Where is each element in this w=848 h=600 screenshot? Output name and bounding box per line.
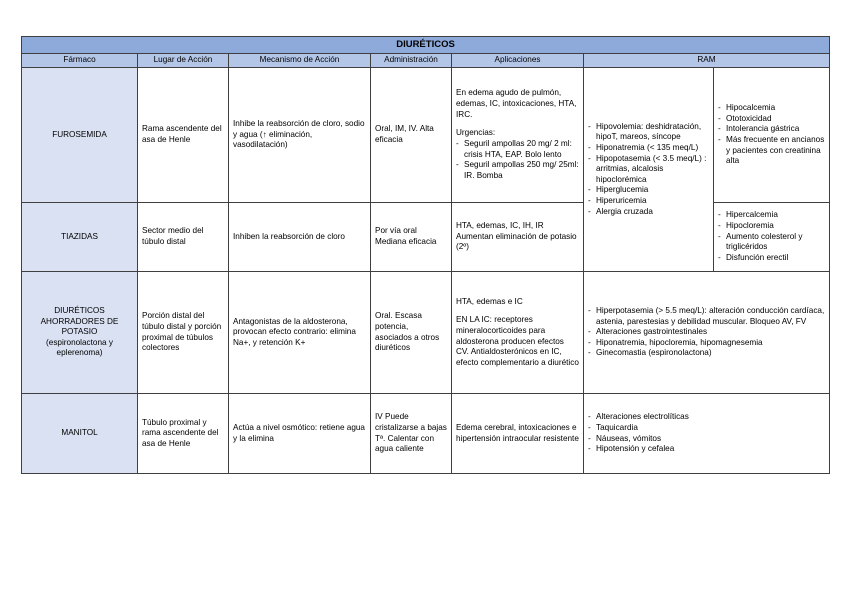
list-item: - Alteraciones gastrointestinales xyxy=(588,327,825,338)
table-title: DIURÉTICOS xyxy=(22,37,830,54)
list-item: - Seguril ampollas 20 mg/ 2 ml: crisis HTA, EAP. Bolo lento xyxy=(456,139,579,160)
row-ahorradores xyxy=(22,272,830,394)
list-item: - Hiperpotasemia (> 5.5 meq/L): alteración conducción cardíaca, astenia, parestesias y debilidad muscular. Bloqueo AV, FV xyxy=(588,306,825,327)
list-item: - Hipovolemia: deshidratación, hipoT, mareos, síncope xyxy=(588,122,709,143)
applications-manitol: Edema cerebral, intoxicaciones e hipertensión intraocular resistente xyxy=(452,394,584,474)
ram-furosemida-tiazidas xyxy=(584,68,714,272)
list-item: - Hipercalcemia xyxy=(718,210,825,221)
urgencias-title: Urgencias: xyxy=(456,128,496,138)
applications-text: En edema agudo de pulmón, edemas, IC, intoxicaciones, HTA, IRC. xyxy=(456,88,577,119)
list-item: - Hiponatremia, hipocloremia, hipomagnesemia xyxy=(588,338,825,349)
diureticos-table xyxy=(21,36,830,474)
site-tiazidas: Sector medio del túbulo distal xyxy=(138,203,229,272)
admin-manitol: IV Puede cristalizarse a bajas Tª. Calentar con agua caliente xyxy=(371,394,452,474)
mechanism-manitol: Actúa a nivel osmótico: retiene agua y la elimina xyxy=(229,394,371,474)
list-item: - Náuseas, vómitos xyxy=(588,434,825,445)
header-administracion: Administración xyxy=(371,54,452,68)
ram-left-list xyxy=(588,122,709,218)
list-item: - Ototoxicidad xyxy=(718,114,825,125)
list-item: - Seguril ampollas 250 mg/ 25ml: IR. Bomba xyxy=(456,160,579,181)
ram-list xyxy=(588,306,825,359)
mechanism-furosemida: Inhibe la reabsorción de cloro, sodio y agua (↑ eliminación, vasodilatación) xyxy=(229,68,371,203)
ram-list xyxy=(588,412,825,455)
drug-furosemida: FUROSEMIDA xyxy=(22,68,138,203)
ram-right-list xyxy=(718,210,825,263)
ram-right-list xyxy=(718,103,825,167)
list-item: - Disfunción erectil xyxy=(718,253,825,264)
header-ram: RAM xyxy=(584,54,830,68)
applications-ic: EN LA IC: receptores mineralocorticoides para aldosterona producen efectos CV. Antialdosterónicos en IC, efecto complementario a diurético xyxy=(456,315,579,367)
applications-furosemida xyxy=(452,68,584,203)
drug-ahorradores xyxy=(22,272,138,394)
drug-subtitle: (espironolactona y eplerenoma) xyxy=(46,337,113,358)
drug-name: DIURÉTICOS AHORRADORES DE POTASIO xyxy=(40,305,119,337)
list-item: - Hiponatremia (< 135 meq/L) xyxy=(588,143,709,154)
list-item: - Hipocloremia xyxy=(718,221,825,232)
mechanism-ahorradores: Antagonistas de la aldosterona, provocan efecto contrario: elimina Na+, y retención K+ xyxy=(229,272,371,394)
header-mecanismo: Mecanismo de Acción xyxy=(229,54,371,68)
applications-ahorradores xyxy=(452,272,584,394)
list-item: - Intolerancia gástrica xyxy=(718,124,825,135)
list-item: - Hiperuricemia xyxy=(588,196,709,207)
drug-tiazidas: TIAZIDAS xyxy=(22,203,138,272)
list-item: - Taquicardia xyxy=(588,423,825,434)
urgencias-list xyxy=(456,139,579,182)
admin-furosemida: Oral, IM, IV. Alta eficacia xyxy=(371,68,452,203)
site-furosemida: Rama ascendente del asa de Henle xyxy=(138,68,229,203)
ram-ahorradores xyxy=(584,272,830,394)
row-manitol xyxy=(22,394,830,474)
ram-manitol xyxy=(584,394,830,474)
list-item: - Alteraciones electrolíticas xyxy=(588,412,825,423)
list-item: - Más frecuente en ancianos y pacientes con creatinina alta xyxy=(718,135,825,167)
header-farmaco: Fármaco xyxy=(22,54,138,68)
ram-tiazidas-right xyxy=(714,203,830,272)
header-aplicaciones: Aplicaciones xyxy=(452,54,584,68)
list-item: - Hiperglucemia xyxy=(588,185,709,196)
row-furosemida xyxy=(22,68,830,203)
ram-furosemida-right xyxy=(714,68,830,203)
site-manitol: Túbulo proximal y rama ascendente del asa de Henle xyxy=(138,394,229,474)
header-lugar: Lugar de Acción xyxy=(138,54,229,68)
list-item: - Ginecomastia (espironolactona) xyxy=(588,348,825,359)
list-item: - Aumento colesterol y triglicéridos xyxy=(718,232,825,253)
admin-ahorradores: Oral. Escasa potencia, asociados a otros diuréticos xyxy=(371,272,452,394)
list-item: - Hipotensión y cefalea xyxy=(588,444,825,455)
mechanism-tiazidas: Inhiben la reabsorción de cloro xyxy=(229,203,371,272)
list-item: - Hipopotasemia (< 3.5 meq/L) : arritmias, alcalosis hipoclorémica xyxy=(588,154,709,186)
list-item: - Alergia cruzada xyxy=(588,207,709,218)
list-item: - Hipocalcemia xyxy=(718,103,825,114)
admin-tiazidas: Por vía oral Mediana eficacia xyxy=(371,203,452,272)
applications-text: HTA, edemas e IC xyxy=(456,296,523,306)
drug-manitol: MANITOL xyxy=(22,394,138,474)
site-ahorradores: Porción distal del túbulo distal y porción proximal de túbulos colectores xyxy=(138,272,229,394)
applications-tiazidas: HTA, edemas, IC, IH, IR Aumentan eliminación de potasio (2º) xyxy=(452,203,584,272)
